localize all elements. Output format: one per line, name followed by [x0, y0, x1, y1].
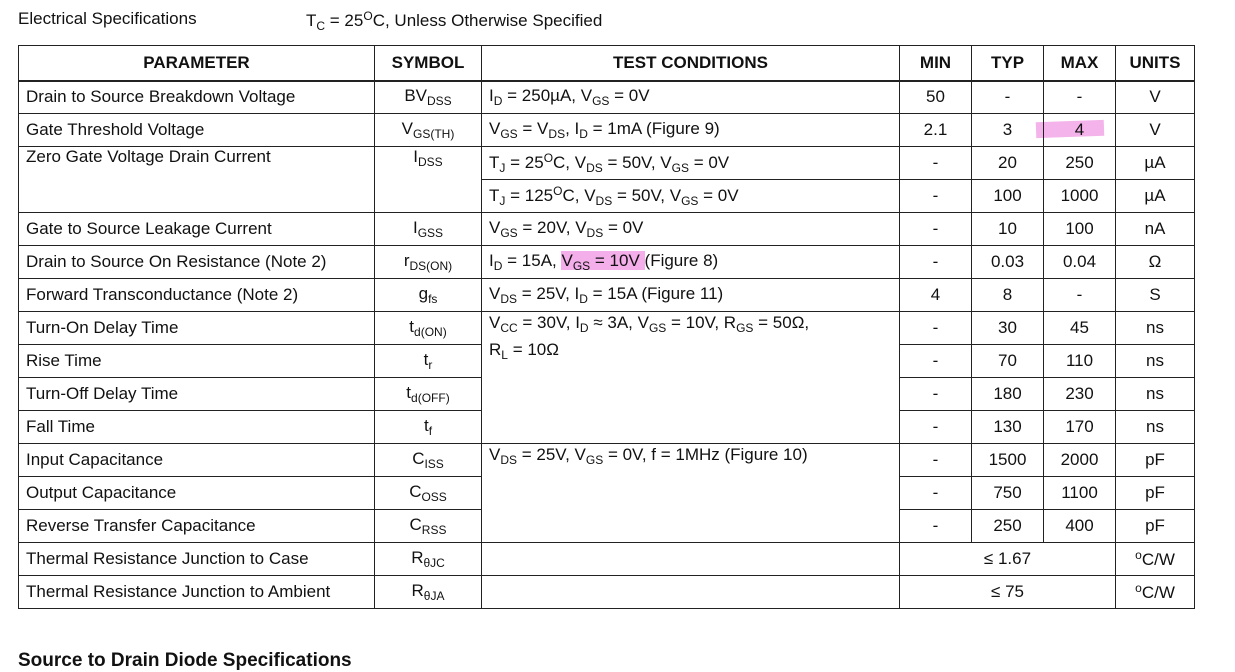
max-cell: 230	[1044, 378, 1116, 411]
units-cell: pF	[1116, 510, 1195, 543]
max-cell: 45	[1044, 312, 1116, 345]
typ-cell: 0.03	[972, 246, 1044, 279]
spec-title-text: Electrical Specifications	[18, 9, 197, 28]
col-parameter: PARAMETER	[19, 46, 375, 81]
symbol-cell: $t_r$	[375, 345, 482, 378]
max-cell: 1100	[1044, 477, 1116, 510]
typ-cell: 180	[972, 378, 1044, 411]
col-min: MIN	[900, 46, 972, 81]
max-cell: 110	[1044, 345, 1116, 378]
parameter-cell: Zero Gate Voltage Drain Current	[19, 147, 375, 213]
max-cell: 250	[1044, 147, 1116, 180]
test-condition-cell: $V_{CC} = 30V$, $I_D \approx 3A$, $V_{GS} = 10V$, $R_{GS} = 50\Omega$, $R_L = 10\Omega$	[482, 312, 900, 444]
symbol-cell: $C_{RSS}$	[375, 510, 482, 543]
highlighted-text: $V_{GS} = 10V$	[561, 251, 645, 273]
units-cell: $^o$C/W	[1116, 576, 1195, 609]
col-test-conditions: TEST CONDITIONS	[482, 46, 900, 81]
value-cell: ≤ 75	[900, 576, 1116, 609]
spec-title	[18, 9, 603, 33]
test-condition-cell	[482, 543, 900, 576]
typ-cell: 750	[972, 477, 1044, 510]
table-row	[19, 279, 1195, 312]
typ-cell: -	[972, 81, 1044, 114]
symbol-cell: $g_{fs}$	[375, 279, 482, 312]
symbol-cell: $R_{\theta JC}$	[375, 543, 482, 576]
table-row	[19, 576, 1195, 609]
test-condition-cell	[482, 576, 900, 609]
symbol-cell: $I_{DSS}$	[375, 147, 482, 213]
units-cell: $^o$C/W	[1116, 543, 1195, 576]
symbol-cell: $t_{d(OFF)}$	[375, 378, 482, 411]
table-row	[19, 543, 1195, 576]
typ-cell: 70	[972, 345, 1044, 378]
table-row	[19, 114, 1195, 147]
units-cell: pF	[1116, 444, 1195, 477]
parameter-cell: Drain to Source On Resistance (Note 2)	[19, 246, 375, 279]
max-cell: -	[1044, 81, 1116, 114]
parameter-cell: Thermal Resistance Junction to Case	[19, 543, 375, 576]
parameter-cell: Thermal Resistance Junction to Ambient	[19, 576, 375, 609]
units-cell: pF	[1116, 477, 1195, 510]
symbol-cell: $BV_{DSS}$	[375, 81, 482, 114]
typ-cell: 8	[972, 279, 1044, 312]
electrical-spec-table	[18, 45, 1195, 609]
table-row	[19, 312, 1195, 345]
units-cell: µA	[1116, 147, 1195, 180]
typ-cell: 250	[972, 510, 1044, 543]
max-cell: 4	[1044, 114, 1116, 147]
max-cell: 0.04	[1044, 246, 1116, 279]
symbol-cell: $t_f$	[375, 411, 482, 444]
min-cell: -	[900, 312, 972, 345]
spec-title-condition: $T_C = 25^OC$, Unless Otherwise Specified	[306, 9, 603, 33]
min-cell: -	[900, 411, 972, 444]
typ-cell: 100	[972, 180, 1044, 213]
units-cell: S	[1116, 279, 1195, 312]
max-cell: 100	[1044, 213, 1116, 246]
test-condition-cell: $I_D = 15A$, $V_{GS} = 10V$ (Figure 8)	[482, 246, 900, 279]
col-max: MAX	[1044, 46, 1116, 81]
typ-cell: 30	[972, 312, 1044, 345]
parameter-cell: Turn-On Delay Time	[19, 312, 375, 345]
symbol-cell: $t_{d(ON)}$	[375, 312, 482, 345]
value-cell: ≤ 1.67	[900, 543, 1116, 576]
col-symbol: SYMBOL	[375, 46, 482, 81]
typ-cell: 3	[972, 114, 1044, 147]
test-condition-cell: $T_J = 125^OC$, $V_{DS} = 50V$, $V_{GS} = 0V$	[482, 180, 900, 213]
units-cell: V	[1116, 81, 1195, 114]
table-row	[19, 246, 1195, 279]
min-cell: -	[900, 444, 972, 477]
parameter-cell: Fall Time	[19, 411, 375, 444]
min-cell: -	[900, 510, 972, 543]
col-units: UNITS	[1116, 46, 1195, 81]
units-cell: V	[1116, 114, 1195, 147]
table-header-row	[19, 46, 1195, 81]
test-condition-cell: $I_D = 250\mu A$, $V_{GS} = 0V$	[482, 81, 900, 114]
min-cell: -	[900, 246, 972, 279]
next-section-heading: Source to Drain Diode Specifications	[18, 650, 352, 671]
symbol-cell: $C_{OSS}$	[375, 477, 482, 510]
max-cell: -	[1044, 279, 1116, 312]
symbol-cell: $C_{ISS}$	[375, 444, 482, 477]
min-cell: 2.1	[900, 114, 972, 147]
col-typ: TYP	[972, 46, 1044, 81]
max-cell: 400	[1044, 510, 1116, 543]
parameter-cell: Output Capacitance	[19, 477, 375, 510]
min-cell: 4	[900, 279, 972, 312]
parameter-cell: Input Capacitance	[19, 444, 375, 477]
max-cell: 1000	[1044, 180, 1116, 213]
table-row	[19, 444, 1195, 477]
test-condition-cell: $T_J = 25^OC$, $V_{DS} = 50V$, $V_{GS} = 0V$	[482, 147, 900, 180]
units-cell: µA	[1116, 180, 1195, 213]
table-row	[19, 147, 1195, 180]
min-cell: -	[900, 477, 972, 510]
units-cell: nA	[1116, 213, 1195, 246]
symbol-cell: $r_{DS(ON)}$	[375, 246, 482, 279]
symbol-cell: $I_{GSS}$	[375, 213, 482, 246]
units-cell: ns	[1116, 411, 1195, 444]
units-cell: ns	[1116, 345, 1195, 378]
min-cell: -	[900, 378, 972, 411]
typ-cell: 20	[972, 147, 1044, 180]
min-cell: -	[900, 180, 972, 213]
min-cell: -	[900, 213, 972, 246]
table-row	[19, 81, 1195, 114]
parameter-cell: Gate Threshold Voltage	[19, 114, 375, 147]
test-condition-cell: $V_{GS} = 20V$, $V_{DS} = 0V$	[482, 213, 900, 246]
test-condition-cell: $V_{GS} = V_{DS}$, $I_D = 1mA$ (Figure 9)	[482, 114, 900, 147]
table-row	[19, 213, 1195, 246]
min-cell: -	[900, 345, 972, 378]
min-cell: -	[900, 147, 972, 180]
typ-cell: 10	[972, 213, 1044, 246]
units-cell: Ω	[1116, 246, 1195, 279]
symbol-cell: $R_{\theta JA}$	[375, 576, 482, 609]
symbol-cell: $V_{GS(TH)}$	[375, 114, 482, 147]
typ-cell: 130	[972, 411, 1044, 444]
units-cell: ns	[1116, 312, 1195, 345]
parameter-cell: Drain to Source Breakdown Voltage	[19, 81, 375, 114]
typ-cell: 1500	[972, 444, 1044, 477]
max-cell: 2000	[1044, 444, 1116, 477]
test-condition-cell: $V_{DS} = 25V$, $V_{GS} = 0V$, f = 1MHz (Figure 10)	[482, 444, 900, 543]
units-cell: ns	[1116, 378, 1195, 411]
parameter-cell: Turn-Off Delay Time	[19, 378, 375, 411]
max-cell: 170	[1044, 411, 1116, 444]
parameter-cell: Gate to Source Leakage Current	[19, 213, 375, 246]
parameter-cell: Forward Transconductance (Note 2)	[19, 279, 375, 312]
min-cell: 50	[900, 81, 972, 114]
test-condition-cell: $V_{DS} = 25V$, $I_D = 15A$ (Figure 11)	[482, 279, 900, 312]
parameter-cell: Reverse Transfer Capacitance	[19, 510, 375, 543]
parameter-cell: Rise Time	[19, 345, 375, 378]
